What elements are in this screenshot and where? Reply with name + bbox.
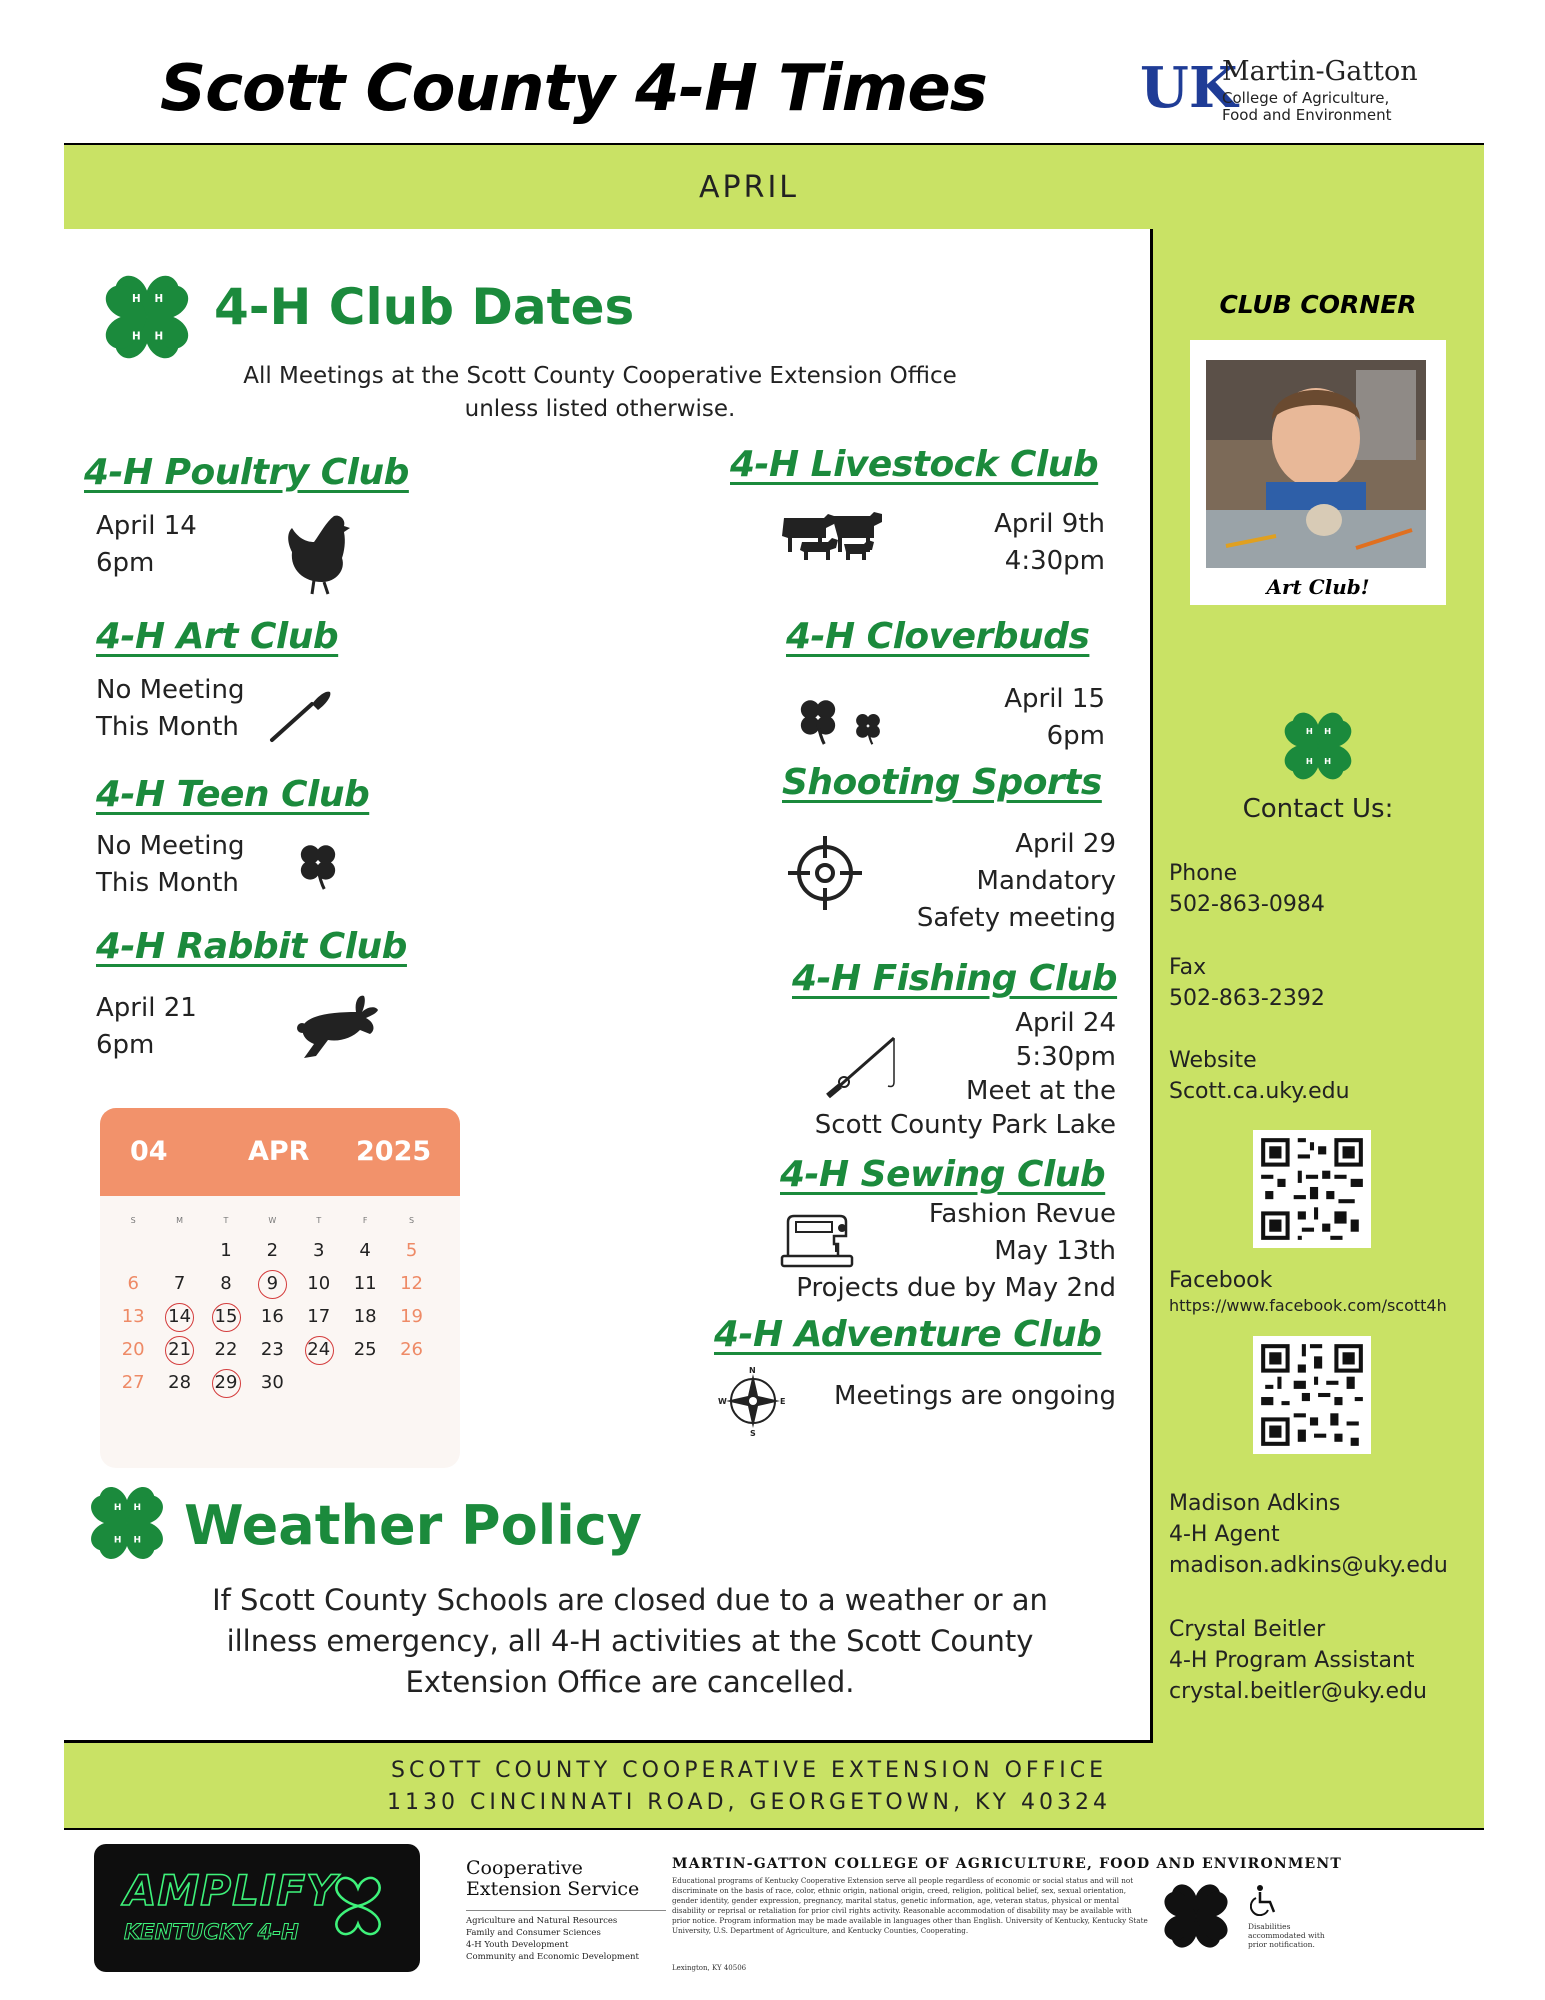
phone-block (1169, 858, 1325, 920)
club-art-title: 4-H Art Club (96, 616, 339, 657)
club-poultry-time: 6pm (96, 548, 155, 578)
calendar-day: 1 (220, 1240, 232, 1261)
club-cloverbuds-time: 6pm (1046, 721, 1105, 751)
calendar-day: 16 (260, 1306, 284, 1327)
calendar-day: 3 (313, 1240, 325, 1261)
paintbrush-icon (268, 688, 334, 744)
amplify-kentucky-4h-logo (94, 1844, 420, 1972)
four-h-clover-black-icon (1160, 1880, 1232, 1952)
staff-email[interactable]: madison.adkins@uky.edu (1169, 1553, 1448, 1578)
staff-role: 4-H Agent (1169, 1522, 1280, 1547)
april-calendar (100, 1108, 460, 1468)
compass-icon (718, 1366, 788, 1436)
calendar-day: 4 (359, 1240, 371, 1261)
calendar-day: 20 (121, 1339, 145, 1360)
photo-image (1206, 360, 1426, 568)
four-h-clover-icon (1280, 708, 1356, 784)
calendar-day (296, 1366, 342, 1399)
staff-crystal (1169, 1614, 1427, 1707)
photo-caption: Art Club! (1266, 575, 1370, 599)
calendar-weekday: S (409, 1216, 415, 1225)
calendar-day (110, 1234, 156, 1267)
calendar-grid (110, 1208, 450, 1399)
calendar-day: 10 (307, 1273, 331, 1294)
compass-n: N (749, 1366, 756, 1375)
club-cloverbuds-date: April 15 (1004, 684, 1105, 714)
fax-number: 502-863-2392 (1169, 986, 1325, 1011)
facebook-link[interactable]: https://www.facebook.com/scott4h (1169, 1296, 1447, 1315)
college-name: MARTIN-GATTON COLLEGE OF AGRICULTURE, FOOD AND ENVIRONMENT (672, 1856, 1343, 1872)
calendar-day: 6 (127, 1273, 139, 1294)
newsletter-title: Scott County 4-H Times (160, 52, 987, 126)
calendar-day: 13 (121, 1306, 145, 1327)
club-sewing-title: 4-H Sewing Club (780, 1154, 1106, 1195)
four-h-clover-icon (326, 1874, 390, 1938)
weather-line1: If Scott County Schools are closed due to a weather or an (212, 1583, 1048, 1617)
club-shooting-line3: Safety meeting (916, 903, 1116, 933)
calendar-year: 2025 (356, 1136, 432, 1167)
calendar-week-row (110, 1234, 450, 1267)
small-clover-icon (850, 708, 886, 746)
livestock-icon (778, 508, 884, 564)
club-dates-heading: 4-H Club Dates (214, 278, 635, 336)
club-sewing-date: May 13th (994, 1236, 1116, 1266)
calendar-day: 27 (121, 1372, 145, 1393)
calendar-day: 30 (260, 1372, 284, 1393)
calendar-week-row (110, 1300, 450, 1333)
footer-band (64, 1743, 1484, 1828)
club-rabbit-date: April 21 (96, 993, 197, 1023)
calendar-day-highlighted: 24 (296, 1333, 342, 1366)
calendar-weekday-row (110, 1208, 450, 1234)
compass-s: S (750, 1429, 756, 1436)
calendar-month-abbr: APR (248, 1136, 310, 1167)
calendar-day-highlighted: 15 (203, 1300, 249, 1333)
staff-name: Madison Adkins (1169, 1491, 1341, 1516)
club-livestock-time: 4:30pm (1004, 546, 1105, 576)
calendar-day-highlighted: 14 (156, 1300, 202, 1333)
ces-sub1: Agriculture and Natural Resources (466, 1916, 618, 1926)
club-fishing-line3: Meet at the (966, 1076, 1116, 1106)
intro-line2: unless listed otherwise. (464, 396, 736, 422)
amplify-subtext: KENTUCKY 4-H (124, 1920, 299, 1944)
calendar-day: 19 (400, 1306, 423, 1327)
club-teen-details (96, 828, 244, 902)
club-corner-photo (1190, 340, 1446, 605)
rabbit-icon (296, 994, 382, 1066)
fax-label: Fax (1169, 955, 1207, 980)
calendar-day-highlighted: 21 (156, 1333, 202, 1366)
calendar-day: 22 (214, 1339, 238, 1360)
uk-martin-gatton-logo (1140, 56, 1430, 122)
club-poultry-title: 4-H Poultry Club (84, 452, 409, 493)
staff-role: 4-H Program Assistant (1169, 1648, 1415, 1673)
club-shooting-date: April 29 (1015, 829, 1116, 859)
contact-heading: Contact Us: (1242, 794, 1394, 824)
club-livestock-date: April 9th (994, 509, 1105, 539)
fax-block (1169, 952, 1325, 1014)
club-art-line2: This Month (96, 712, 239, 742)
staff-madison (1169, 1488, 1448, 1581)
facebook-label: Facebook (1169, 1268, 1273, 1293)
four-h-clover-icon (86, 1482, 168, 1564)
weather-line2: illness emergency, all 4-H activities at the Scott County (226, 1624, 1034, 1658)
club-cloverbuds-details (900, 681, 1105, 755)
clover-icon (292, 836, 344, 892)
calendar-day: 2 (266, 1240, 279, 1261)
club-art-line1: No Meeting (96, 675, 245, 705)
calendar-header (100, 1108, 460, 1196)
website-link[interactable]: Scott.ca.uky.edu (1169, 1079, 1350, 1104)
ces-sub2: Family and Consumer Sciences (466, 1928, 601, 1938)
calendar-day: 11 (353, 1273, 377, 1294)
calendar-weekday: F (362, 1216, 368, 1225)
club-shooting-details (860, 826, 1116, 937)
club-teen-line2: This Month (96, 868, 239, 898)
website-block (1169, 1045, 1350, 1107)
club-art-details (96, 672, 244, 746)
club-poultry-date: April 14 (96, 511, 197, 541)
club-sewing-details (766, 1196, 1116, 1307)
calendar-day: 5 (405, 1240, 418, 1261)
wheelchair-accessibility-icon (1250, 1884, 1278, 1916)
calendar-day: 28 (168, 1372, 192, 1393)
club-fishing-date: April 24 (1015, 1008, 1116, 1038)
ces-sub4: Community and Economic Development (466, 1952, 639, 1962)
weather-policy-text (190, 1580, 1070, 1703)
calendar-day: 25 (353, 1339, 377, 1360)
uk-logo-subtitle (1222, 90, 1392, 124)
club-fishing-title: 4-H Fishing Club (792, 958, 1118, 999)
club-fishing-details (780, 1006, 1116, 1142)
cooperative-extension-logo (466, 1858, 666, 1900)
compass-e: E (780, 1397, 786, 1406)
calendar-weekday: S (130, 1216, 136, 1225)
calendar-day: 12 (400, 1273, 423, 1294)
club-cloverbuds-title: 4-H Cloverbuds (786, 616, 1090, 657)
website-qr-code-icon[interactable] (1253, 1130, 1371, 1248)
calendar-month-number: 04 (130, 1136, 168, 1167)
club-teen-line1: No Meeting (96, 831, 245, 861)
calendar-weekday: W (268, 1216, 277, 1225)
club-adventure-details: Meetings are ongoing (834, 1381, 1116, 1411)
calendar-day: 26 (400, 1339, 423, 1360)
calendar-day: 17 (307, 1306, 331, 1327)
weather-line3: Extension Office are cancelled. (405, 1665, 855, 1699)
calendar-week-row (110, 1366, 450, 1399)
month-label: APRIL (698, 170, 800, 205)
calendar-day (342, 1366, 388, 1399)
calendar-weekday: T (223, 1216, 229, 1225)
chicken-icon (284, 512, 356, 596)
calendar-day: 8 (220, 1273, 232, 1294)
child-with-clay-art-image (1206, 360, 1426, 568)
uk-logo-subtitle-line2: Food and Environment (1222, 106, 1392, 124)
club-teen-title: 4-H Teen Club (96, 774, 370, 815)
ces-line2: Extension Service (466, 1878, 640, 1900)
office-address: 1130 CINCINNATI ROAD, GEORGETOWN, KY 40324 (386, 1790, 1111, 1815)
uk-logo-subtitle-line1: College of Agriculture, (1222, 89, 1390, 107)
staff-email[interactable]: crystal.beitler@uky.edu (1169, 1679, 1427, 1704)
club-corner-heading: CLUB CORNER (1219, 290, 1417, 319)
calendar-day: 23 (260, 1339, 284, 1360)
calendar-week-row (110, 1267, 450, 1300)
nondiscrimination-statement: Educational programs of Kentucky Cooperative Extension serve all people regardless of economic or social status and will not discriminate on the basis of race, color, ethnic origin, national origin, creed, religion, political belief, sex, sexual orientation, gender identity, gender expression, pregnancy, marital status, genetic information, age, veteran status, physical or mental disability or reprisal or retaliation for prior civil rights activity. Reasonable accommodation of disability may be available with prior notice. Program information may be made available in languages other than English. University of Kentucky, Kentucky State University, U.S. Department of Agriculture, and Kentucky Counties, Cooperating. (672, 1876, 1148, 1935)
ces-program-areas (466, 1910, 666, 1963)
calendar-day (388, 1366, 434, 1399)
large-clover-icon (792, 690, 844, 748)
club-shooting-title: Shooting Sports (782, 762, 1102, 803)
compass-w: W (718, 1397, 727, 1406)
club-poultry-details (96, 508, 197, 582)
crosshair-icon (786, 834, 864, 912)
facebook-qr-code-icon[interactable] (1253, 1336, 1371, 1454)
calendar-weekday: T (316, 1216, 322, 1225)
office-name: SCOTT COUNTY COOPERATIVE EXTENSION OFFICE (391, 1758, 1107, 1783)
four-h-clover-icon (100, 270, 194, 364)
club-rabbit-details (96, 990, 197, 1064)
intro-line1: All Meetings at the Scott County Cooperative Extension Office (243, 363, 957, 389)
college-location: Lexington, KY 40506 (672, 1964, 747, 1972)
calendar-day: 18 (353, 1306, 377, 1327)
disabilities-notice: Disabilities accommodated with prior notification. (1248, 1922, 1325, 1949)
club-livestock-details (900, 506, 1105, 580)
ces-sub3: 4-H Youth Development (466, 1940, 569, 1950)
calendar-day: 7 (173, 1273, 186, 1294)
calendar-day (156, 1234, 202, 1267)
phone-label: Phone (1169, 861, 1238, 886)
calendar-weekday: M (176, 1216, 184, 1225)
club-adventure-title: 4-H Adventure Club (714, 1314, 1102, 1355)
ces-line1: Cooperative (466, 1857, 583, 1879)
staff-name: Crystal Beitler (1169, 1617, 1326, 1642)
club-sewing-event: Fashion Revue (928, 1199, 1116, 1229)
club-sewing-deadline: Projects due by May 2nd (796, 1273, 1116, 1303)
calendar-day-highlighted: 9 (249, 1267, 295, 1300)
calendar-week-row (110, 1333, 450, 1366)
phone-number[interactable]: 502-863-0984 (1169, 892, 1325, 917)
uk-logo-name: Martin-Gatton (1222, 56, 1418, 87)
weather-policy-heading: Weather Policy (184, 1494, 642, 1557)
club-fishing-time: 5:30pm (1015, 1042, 1116, 1072)
club-livestock-title: 4-H Livestock Club (730, 444, 1099, 485)
uk-mark-icon: UK (1140, 55, 1238, 121)
club-shooting-line2: Mandatory (976, 866, 1116, 896)
club-dates-intro (205, 360, 995, 426)
calendar-day-highlighted: 29 (203, 1366, 249, 1399)
club-rabbit-title: 4-H Rabbit Club (96, 926, 407, 967)
amplify-text: AMPLIFY (124, 1866, 338, 1915)
club-fishing-location: Scott County Park Lake (814, 1110, 1116, 1140)
club-rabbit-time: 6pm (96, 1030, 155, 1060)
footer-divider (64, 1828, 1484, 1830)
website-label: Website (1169, 1048, 1257, 1073)
